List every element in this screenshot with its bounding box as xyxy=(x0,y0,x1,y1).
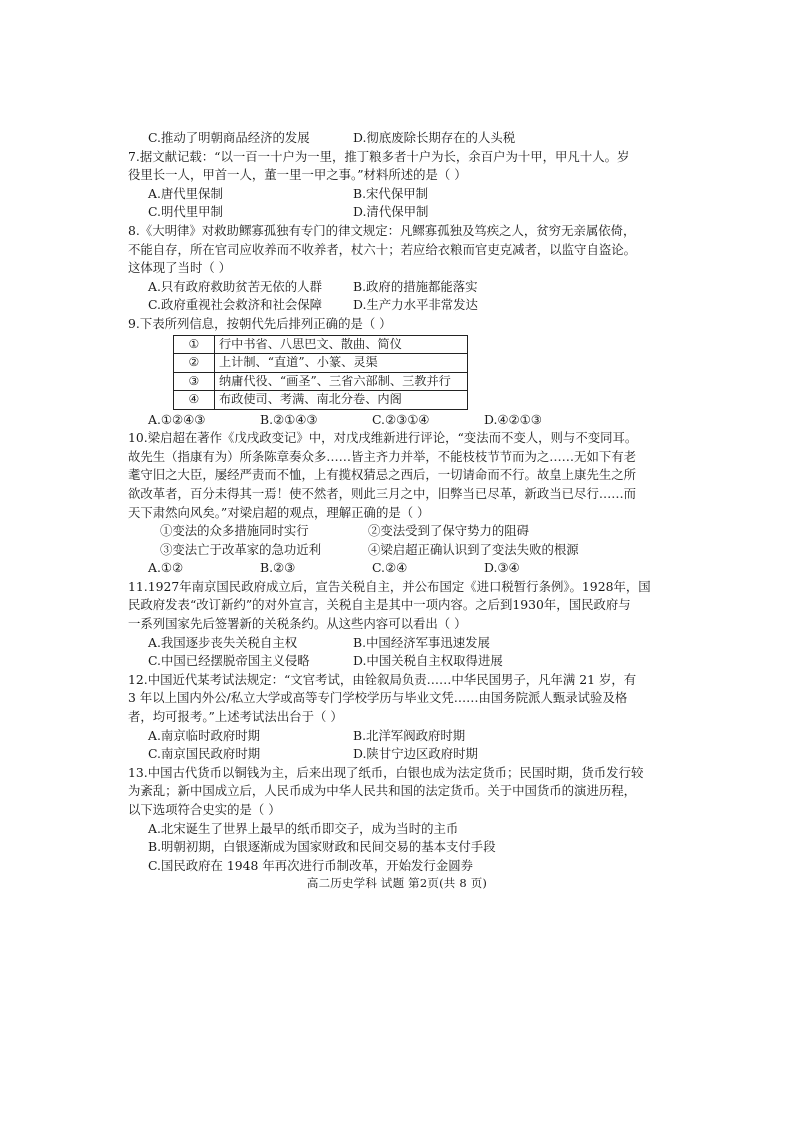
q8-stem-line-1: 8.《大明律》对救助鳏寡孤独有专门的律文规定：凡鳏寡孤独及笃疾之人，贫穷无亲属依倚， xyxy=(128,222,636,238)
q10-stem-line-4: 欲改革者，百分未得其一焉！使不然者，则此三月之中，旧弊当已尽革，新政当已尽行……而 xyxy=(128,485,637,501)
q13-option-c: C.国民政府在 1948 年再次进行币制改革，开始发行金圆券 xyxy=(148,857,473,873)
q7-stem-line-1: 7.据文献记载：“以一百一十户为一里，推丁粮多者十户为长，余百户为十甲，甲凡十人。岁 xyxy=(128,148,630,164)
q6-option-c: C.推动了明朝商品经济的发展 xyxy=(148,130,310,145)
q10-statement-2: ②变法受到了保守势力的阻碍 xyxy=(368,523,530,539)
q11-option-d: D.中国关税自主权取得进展 xyxy=(353,653,503,669)
q10-stem-line-3: 耄守旧之大臣，屡经严责而不恤，上有揽权猜忌之西后，一切请命而不行。故皇上康先生之所 xyxy=(128,467,637,483)
q11-stem-line-3: 一系列国家先后签署新的关税条约。从这些内容可以看出（ ） xyxy=(128,616,467,632)
q12-option-b: B.北洋军阀政府时期 xyxy=(353,727,466,743)
q7-option-b: B.宋代保甲制 xyxy=(353,185,428,201)
question-body xyxy=(128,129,688,875)
q10-statement-4: ④梁启超正确认识到了变法失败的根源 xyxy=(368,541,579,557)
q11-options-row-1 xyxy=(128,634,688,653)
table-row xyxy=(174,372,468,391)
q6-options xyxy=(128,129,688,148)
q9-options xyxy=(128,411,688,430)
q11-option-c: C.中国已经摆脱帝国主义侵略 xyxy=(148,653,310,669)
q11-option-a: A.我国逐步丧失关税自主权 xyxy=(148,634,298,650)
q11-stem-line-1: 11.1927年南京国民政府成立后，宣告关税自主，并公布国定《进口税暂行条例》。1928年，国 xyxy=(128,578,651,594)
q8-options-row-2 xyxy=(128,296,688,315)
page-footer: 高二历史学科 试题 第2页(共 8 页) xyxy=(306,876,488,890)
q10-option-d: D.③④ xyxy=(484,560,520,576)
q7-options-row-2 xyxy=(128,203,688,222)
q10-statements-row-1 xyxy=(128,522,688,541)
q13-stem-line-3: 以下选项符合史实的是（ ） xyxy=(128,802,281,817)
q10-statement-3: ③变法亡于改革家的急功近利 xyxy=(160,541,322,557)
table-row xyxy=(174,335,468,354)
q9-option-c: C.②③①④ xyxy=(372,411,430,427)
q10-option-c: C.②④ xyxy=(372,560,408,576)
q9-stem: 9.下表所列信息，按朝代先后排列正确的是（ ） xyxy=(128,315,392,331)
q7-option-a: A.唐代里保制 xyxy=(148,185,223,201)
q10-statements-row-2 xyxy=(128,541,688,560)
q10-options xyxy=(128,559,688,578)
q12-stem-line-2: 3 年以上国内外公/私立大学或高等专门学校学历与毕业文凭……由国务院派人甄录试验及格 xyxy=(128,690,628,706)
q7-option-c: C.明代里甲制 xyxy=(148,204,223,220)
q12-stem-line-1: 12.中国近代某考试法规定：“文官考试，由铨叙局负责……中华民国男子，凡年满 21 岁，有 xyxy=(128,671,637,687)
q8-option-b: B.政府的措施都能落实 xyxy=(353,278,478,294)
q8-stem-line-2: 不能自存，所在官司应收养而不收养者，杖六十；若应给衣粮而官吏克减者，以监守自盗论。 xyxy=(128,241,637,257)
table-row xyxy=(174,391,468,410)
q10-statement-1: ①变法的众多措施同时实行 xyxy=(160,523,309,539)
q9-option-a: A.①②④③ xyxy=(148,411,206,427)
q6-option-d: D.彻底废除长期存在的人头税 xyxy=(353,130,516,145)
q12-option-d: D.陕甘宁边区政府时期 xyxy=(353,746,478,762)
q8-options-row-1 xyxy=(128,278,688,297)
q12-options-row-2 xyxy=(128,745,688,764)
table-cell-text: 上计制、“直道”、小篆、灵渠 xyxy=(215,354,468,373)
q13-stem-line-1: 13.中国古代货币以铜钱为主，后来出现了纸币，白银也成为法定货币；民国时期，货币发行较 xyxy=(128,764,644,780)
table-cell-num: ① xyxy=(174,335,215,354)
q12-options-row-1 xyxy=(128,727,688,746)
q11-stem-line-2: 民政府发表“改订新约”的对外宣言，关税自主是其中一项内容。之后到1930年，国民政府与 xyxy=(128,597,631,613)
table-cell-text: 纳庸代役、“画圣”、三省六部制、三教并行 xyxy=(215,372,468,391)
q8-stem-line-3: 这体现了当时（ ） xyxy=(128,260,232,276)
q10-stem-line-1: 10.梁启超在著作《戊戌政变记》中，对戊戌维新进行评论，“变法而不变人，则与不变同耳。 xyxy=(128,430,638,446)
q9-info-table xyxy=(173,335,468,410)
q13-option-b: B.明朝初期，白银逐渐成为国家财政和民间交易的基本支付手段 xyxy=(148,839,496,855)
q8-option-c: C.政府重视社会救济和社会保障 xyxy=(148,297,323,313)
table-row xyxy=(174,354,468,373)
table-cell-num: ② xyxy=(174,354,215,373)
q9-option-b: B.②①④③ xyxy=(260,411,318,427)
q12-option-c: C.南京国民政府时期 xyxy=(148,746,261,762)
q11-options-row-2 xyxy=(128,652,688,671)
q10-stem-line-5: 天下肃然向风矣。”对梁启超的观点，理解正确的是（ ） xyxy=(128,504,430,520)
q10-stem-line-2: 故先生（指康有为）所条陈章奏众多……皆主齐力并举，不能枝枝节节而为之……无如下有老 xyxy=(128,448,637,464)
q7-options-row-1 xyxy=(128,185,688,204)
table-cell-num: ③ xyxy=(174,372,215,391)
table-cell-text: 布政使司、考满、南北分卷、内阁 xyxy=(215,391,468,410)
q9-option-d: D.④②①③ xyxy=(484,411,542,427)
q12-stem-line-3: 者，均可报考。”上述考试法出台于（ ） xyxy=(128,709,343,725)
q11-option-b: B.中国经济军事迅速发展 xyxy=(353,634,490,650)
q7-stem-line-2: 役里长一人，甲首一人，董一里一甲之事。”材料所述的是（ ） xyxy=(128,167,467,183)
q13-option-a: A.北宋诞生了世界上最早的纸币即交子，成为当时的主币 xyxy=(148,820,459,836)
q8-option-d: D.生产力水平非常发达 xyxy=(353,297,478,313)
table-cell-num: ④ xyxy=(174,391,215,410)
q7-option-d: D.清代保甲制 xyxy=(353,204,429,220)
q8-option-a: A.只有政府救助贫苦无依的人群 xyxy=(148,278,322,294)
q10-option-a: A.①② xyxy=(148,560,184,576)
q10-option-b: B.②③ xyxy=(260,560,296,576)
q12-option-a: A.南京临时政府时期 xyxy=(148,727,261,743)
q13-stem-line-2: 为紊乱；新中国成立后，人民币成为中华人民共和国的法定货币。关于中国货币的演进历程， xyxy=(128,783,637,799)
table-cell-text: 行中书省、八思巴文、散曲、简仪 xyxy=(215,335,468,354)
